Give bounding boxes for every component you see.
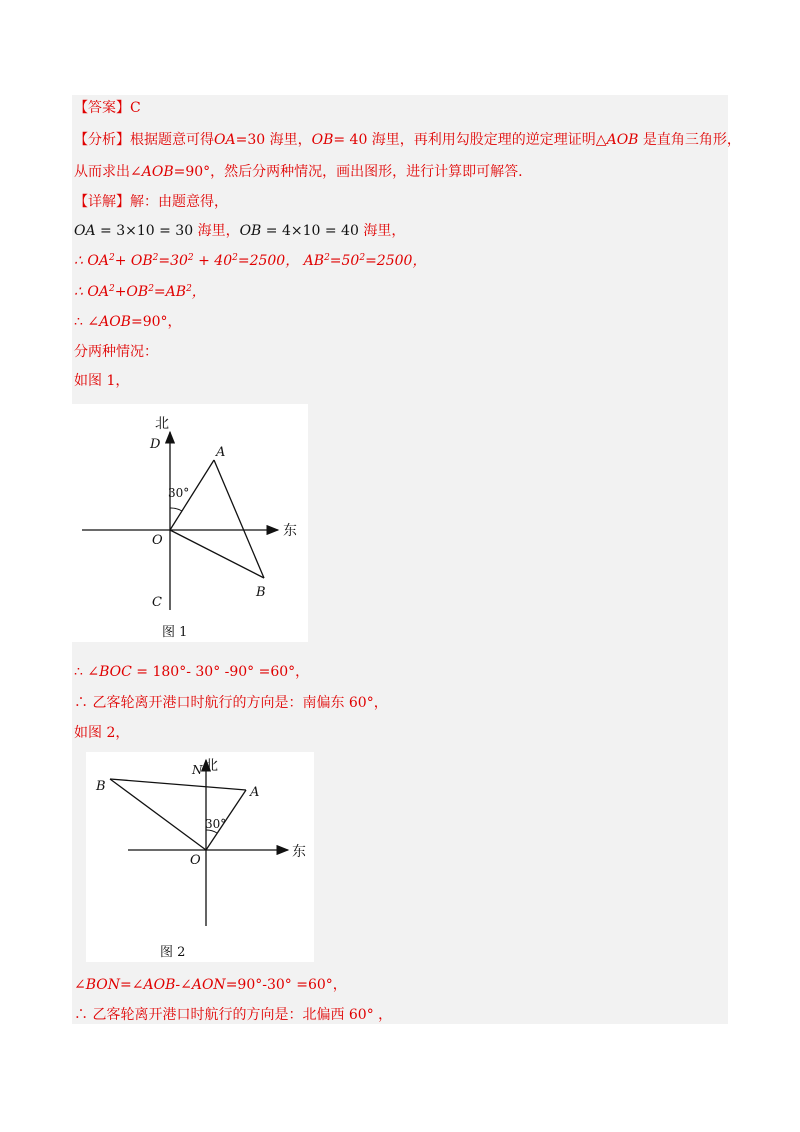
point-c-label: C xyxy=(152,595,162,610)
analysis-tag: 【分析】 xyxy=(74,132,130,148)
point-a-label: A xyxy=(216,445,226,460)
analysis-line-1: 【分析】根据题意可得OA=30 海里，OB= 40 海里，再利用勾股定理的逆定理证明△AOB 是直角三角形， xyxy=(74,132,741,148)
figure-2-caption: 图 2 xyxy=(160,945,186,960)
east-label: 东 xyxy=(283,523,297,539)
north-label: 北 xyxy=(155,416,169,432)
analysis-line-2: 从而求出∠AOB=90°，然后分两种情况，画出图形，进行计算即可解答. xyxy=(74,164,523,180)
angle-boc-line: ∴ ∠BOC = 180°- 30° -90° =60°， xyxy=(74,664,310,680)
two-cases: 分两种情况： xyxy=(74,344,158,360)
eq-squares: ∴ $OA^2+ OB^2=30^2 + 40^2=2500$， $AB^2=50^2=2500$， xyxy=(74,253,427,269)
point-b-label: B xyxy=(96,779,106,794)
segment-ob xyxy=(170,530,264,578)
point-o-label: O xyxy=(190,853,201,868)
point-n-label: N xyxy=(192,763,203,777)
detail-tag: 【详解】 xyxy=(74,194,130,210)
answer-line xyxy=(74,99,141,117)
north-label: 北 xyxy=(204,758,218,774)
answer-tag: 【答案】 xyxy=(74,100,130,116)
point-a-label: A xyxy=(250,785,260,800)
figure-1-caption: 图 1 xyxy=(162,625,188,640)
point-d-label: D xyxy=(150,437,161,452)
point-o-label: O xyxy=(152,533,163,548)
figure-2-intro: 如图 2， xyxy=(74,725,130,741)
east-label: 东 xyxy=(292,844,306,860)
eq-pythagoras: ∴ $OA^2+OB^2=AB^2$， xyxy=(74,284,206,300)
segment-ob xyxy=(110,779,206,850)
figure-1 xyxy=(72,404,308,642)
angle-label: 30° xyxy=(168,486,190,500)
figure-1-intro: 如图 1， xyxy=(74,373,130,389)
angle-bon-line: ∠BON=∠AOB-∠AON=90°-30° =60°， xyxy=(74,977,347,993)
angle-arc xyxy=(170,508,182,511)
point-b-label: B xyxy=(256,585,266,600)
figure-2 xyxy=(86,752,314,962)
eq-right-angle: ∴ ∠AOB=90°， xyxy=(74,314,182,330)
detail-intro: 【详解】解：由题意得， xyxy=(74,194,228,210)
segment-ab xyxy=(110,779,246,790)
direction-case-1: ∴ 乙客轮离开港口时航行的方向是：南偏东 60°， xyxy=(74,695,388,711)
direction-case-2: ∴ 乙客轮离开港口时航行的方向是：北偏西 60° ， xyxy=(74,1007,393,1023)
eq-oa-ob: OA = 3×10 = 30 海里，OB = 4×10 = 40 海里， xyxy=(74,223,406,239)
segment-ab xyxy=(214,460,264,578)
angle-label: 30° xyxy=(205,817,227,831)
answer-value: C xyxy=(130,100,141,116)
